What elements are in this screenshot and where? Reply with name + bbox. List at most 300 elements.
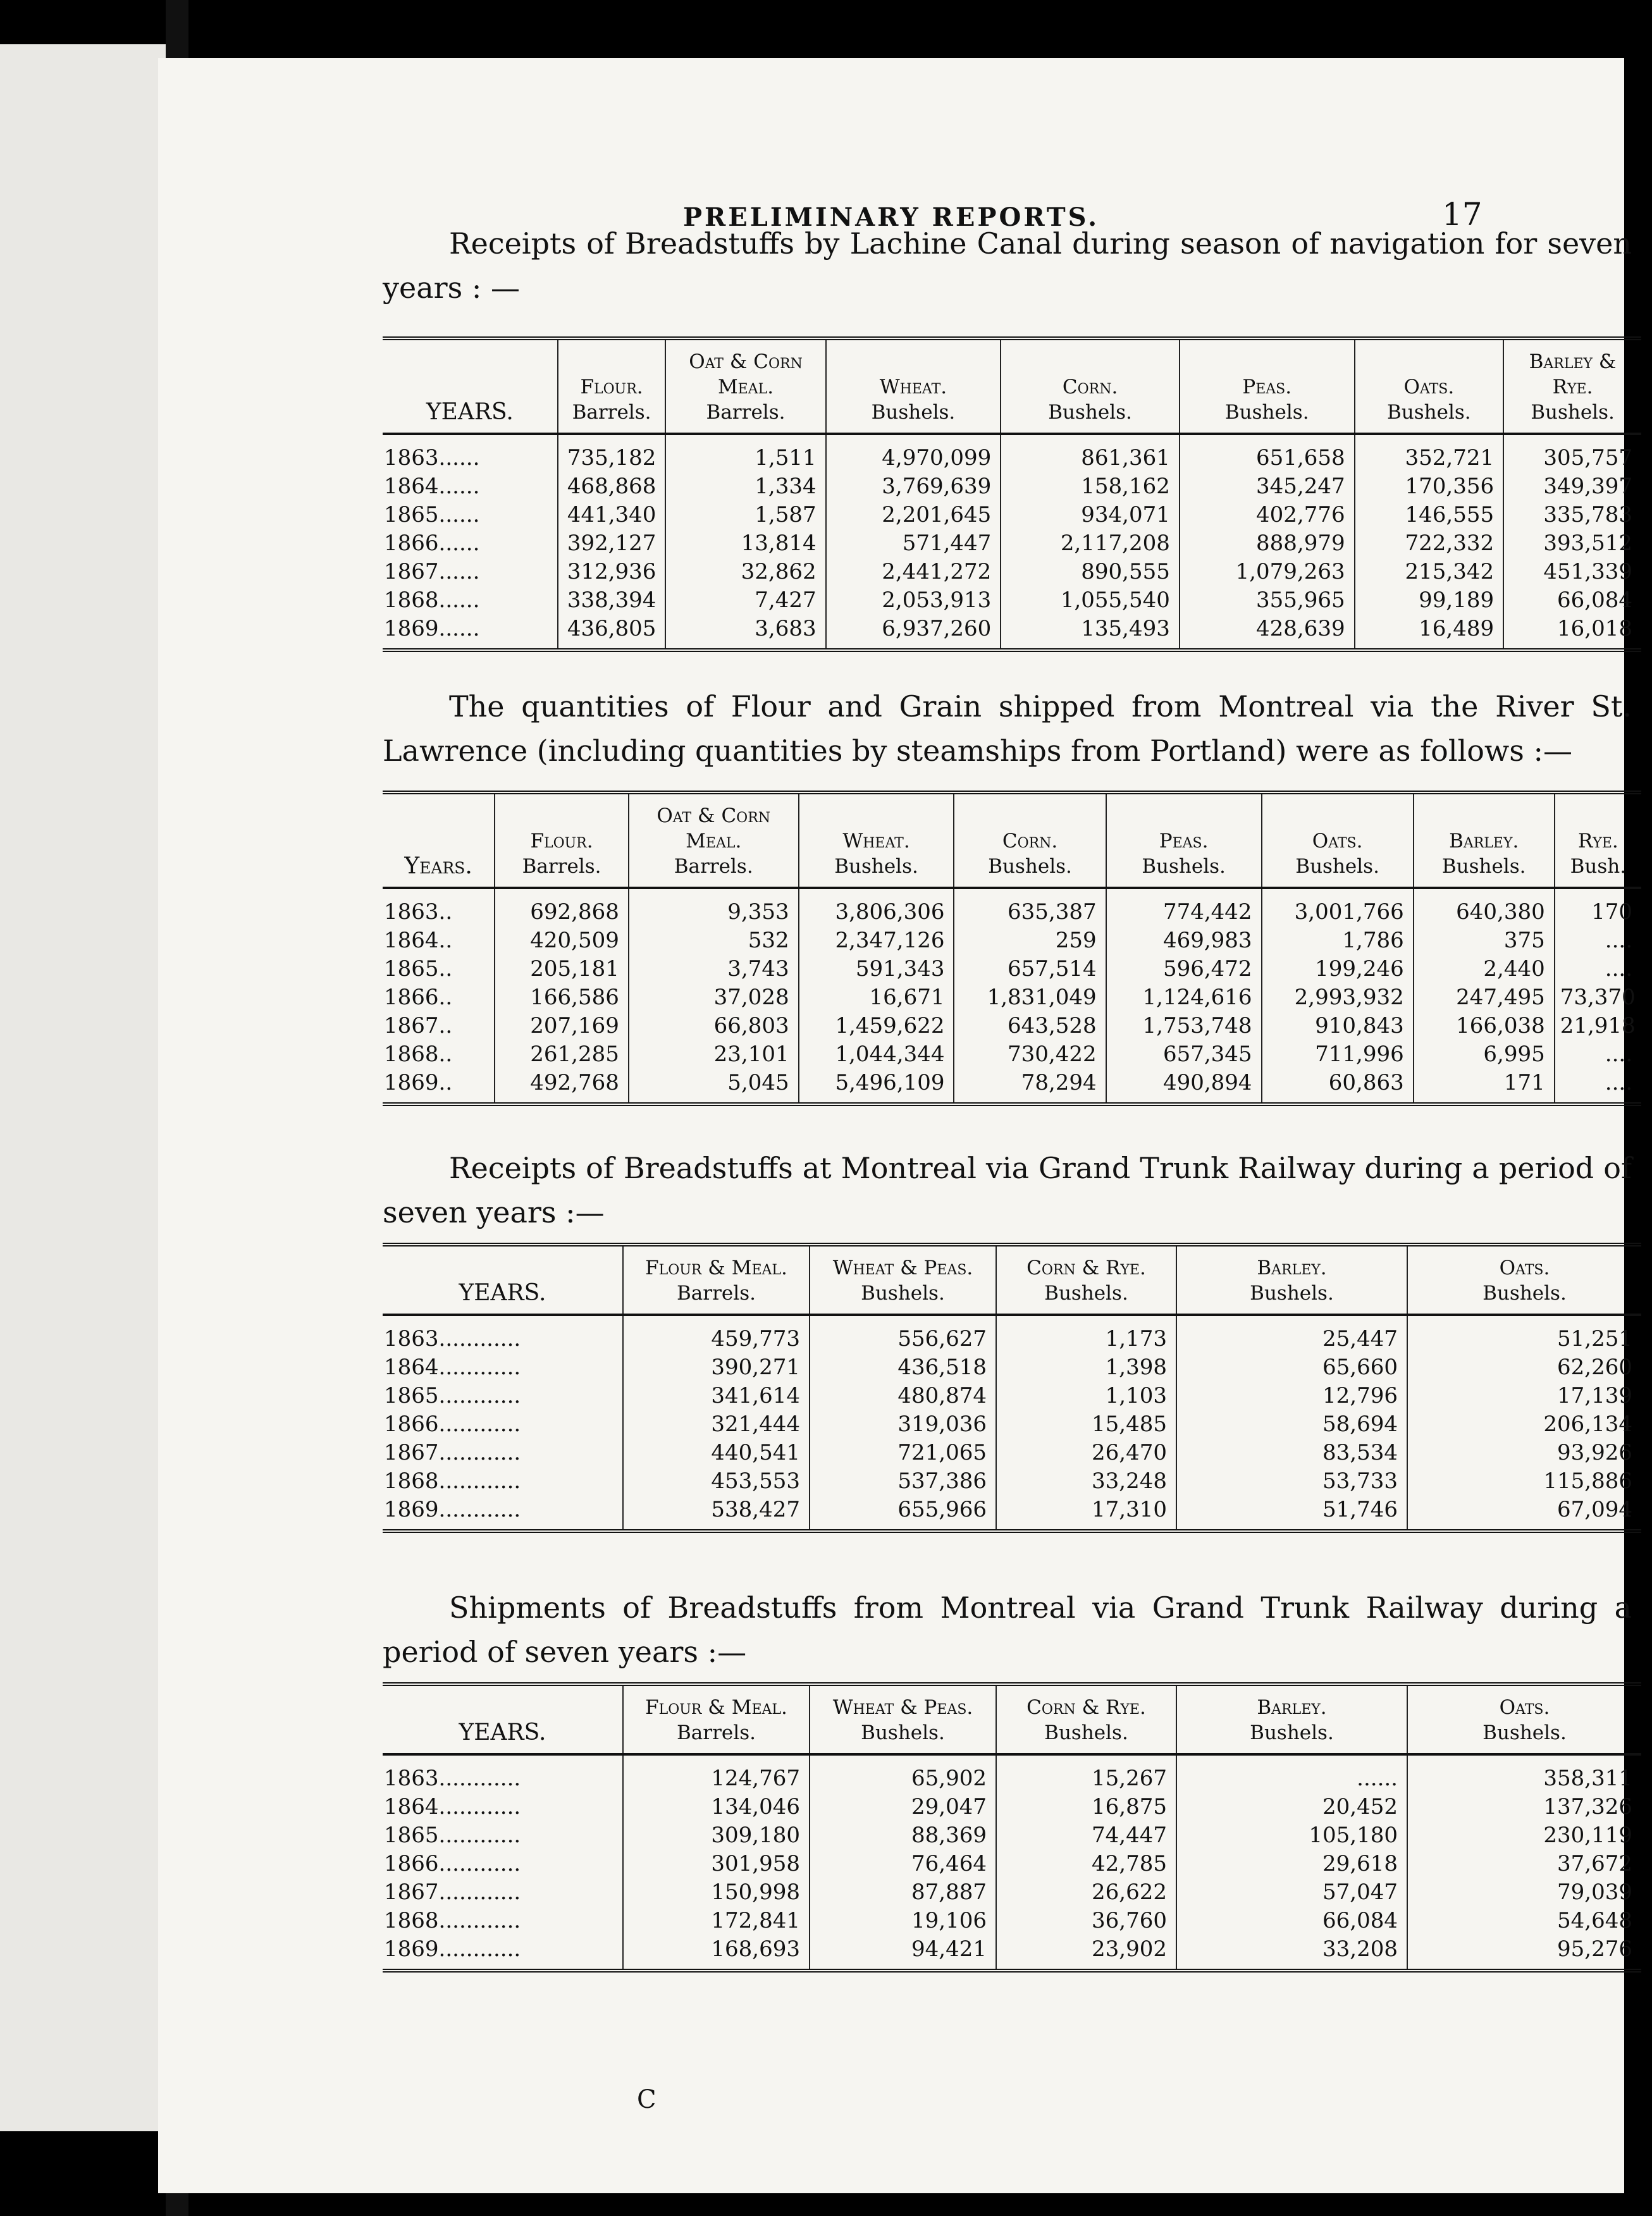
column-unit: Bushels.: [1482, 1721, 1567, 1744]
column-unit: Bushels.: [1441, 855, 1526, 878]
value-cell: 338,394: [558, 586, 666, 615]
column-header: [665, 338, 825, 434]
table-row: [383, 983, 1641, 1012]
column-header: [996, 1684, 1176, 1754]
column-header: [383, 1684, 623, 1754]
facing-page-edge: [0, 44, 173, 2131]
table-row: [383, 1410, 1641, 1439]
value-cell: 730,422: [954, 1040, 1106, 1069]
column-unit: Bushels.: [1250, 1282, 1334, 1305]
value-cell: 170: [1555, 888, 1641, 926]
value-cell: 247,495: [1414, 983, 1555, 1012]
value-cell: 305,757: [1503, 434, 1641, 472]
year-cell: 1868......: [384, 588, 480, 613]
value-cell: 78,294: [954, 1069, 1106, 1104]
value-cell: 319,036: [810, 1410, 996, 1439]
river-st-lawrence-shipments-table: [383, 791, 1641, 1106]
column-header: [810, 1684, 996, 1754]
value-cell: 420,509: [495, 926, 629, 955]
table-row: [383, 1878, 1641, 1907]
year-cell: 1866............: [384, 1412, 521, 1437]
value-cell: 51,746: [1176, 1496, 1407, 1531]
value-cell: 532: [629, 926, 799, 955]
value-cell: 58,694: [1176, 1410, 1407, 1439]
value-cell: 735,182: [558, 434, 666, 472]
column-unit: Bushels.: [1250, 1721, 1334, 1744]
year-cell: 1863............: [384, 1766, 521, 1791]
column-name: Flour.: [580, 376, 643, 398]
value-cell: 5,045: [629, 1069, 799, 1104]
value-cell: 53,733: [1176, 1467, 1407, 1496]
table-row: [383, 1382, 1641, 1410]
value-cell: 32,862: [665, 558, 825, 586]
column-header: [1176, 1245, 1407, 1315]
value-cell: 711,996: [1262, 1040, 1414, 1069]
value-cell: 655,966: [810, 1496, 996, 1531]
value-cell: 20,452: [1176, 1793, 1407, 1821]
value-cell: 171: [1414, 1069, 1555, 1104]
value-cell: 6,937,260: [826, 615, 1001, 650]
value-cell: 16,489: [1355, 615, 1504, 650]
year-cell: 1864..: [384, 928, 453, 953]
value-cell: 146,555: [1355, 501, 1504, 529]
column-unit: Barrels.: [572, 401, 651, 424]
value-cell: 721,065: [810, 1439, 996, 1467]
column-unit: Bushels.: [861, 1282, 945, 1305]
value-cell: 170,356: [1355, 472, 1504, 501]
value-cell: 358,311: [1407, 1754, 1641, 1793]
value-cell: 309,180: [623, 1821, 810, 1850]
column-unit: Barrels.: [677, 1282, 756, 1305]
year-cell: 1863......: [384, 445, 480, 471]
value-cell: 73,370: [1555, 983, 1641, 1012]
table-row: [383, 1040, 1641, 1069]
value-cell: 16,018: [1503, 615, 1641, 650]
value-cell: 657,345: [1106, 1040, 1262, 1069]
value-cell: 17,310: [996, 1496, 1176, 1531]
value-cell: 390,271: [623, 1353, 810, 1382]
value-cell: 2,201,645: [826, 501, 1001, 529]
value-cell: 934,071: [1001, 501, 1180, 529]
column-header: [1407, 1684, 1641, 1754]
table-row: [383, 501, 1641, 529]
value-cell: 459,773: [623, 1315, 810, 1353]
value-cell: 261,285: [495, 1040, 629, 1069]
value-cell: 15,485: [996, 1410, 1176, 1439]
column-name: Corn & Rye.: [1026, 1257, 1146, 1279]
value-cell: 26,622: [996, 1878, 1176, 1907]
value-cell: 537,386: [810, 1467, 996, 1496]
column-unit: Bushels.: [1224, 401, 1309, 424]
column-name: YEARS.: [459, 1720, 546, 1745]
column-unit: Bushels.: [871, 401, 956, 424]
value-cell: 890,555: [1001, 558, 1180, 586]
column-name: Flour & Meal.: [645, 1257, 787, 1279]
value-cell: 3,683: [665, 615, 825, 650]
header-row: [383, 792, 1641, 888]
value-cell: ....: [1555, 1069, 1641, 1104]
column-unit: Barrels.: [706, 401, 786, 424]
value-cell: ....: [1555, 1040, 1641, 1069]
column-unit: Bushels.: [1044, 1282, 1128, 1305]
value-cell: 124,767: [623, 1754, 810, 1793]
value-cell: 1,079,263: [1180, 558, 1355, 586]
value-cell: 640,380: [1414, 888, 1555, 926]
year-cell: 1867............: [384, 1440, 521, 1465]
year-cell: 1867..: [384, 1013, 453, 1038]
table-row: [383, 888, 1641, 926]
value-cell: 33,208: [1176, 1935, 1407, 1971]
table-row: [383, 1821, 1641, 1850]
header-row: [383, 1684, 1641, 1754]
year-cell: 1865............: [384, 1823, 521, 1848]
value-cell: 2,053,913: [826, 586, 1001, 615]
year-cell: 1866............: [384, 1851, 521, 1876]
value-cell: 23,101: [629, 1040, 799, 1069]
value-cell: 7,427: [665, 586, 825, 615]
year-cell: 1864............: [384, 1794, 521, 1819]
value-cell: 166,586: [495, 983, 629, 1012]
value-cell: 402,776: [1180, 501, 1355, 529]
value-cell: 436,805: [558, 615, 666, 650]
value-cell: 134,046: [623, 1793, 810, 1821]
column-name: Oat & Corn Meal.: [689, 350, 803, 398]
header-row: [383, 1245, 1641, 1315]
value-cell: 3,001,766: [1262, 888, 1414, 926]
year-cell: 1869......: [384, 616, 480, 641]
value-cell: 54,648: [1407, 1907, 1641, 1935]
value-cell: 774,442: [1106, 888, 1262, 926]
value-cell: 150,998: [623, 1878, 810, 1907]
value-cell: 16,875: [996, 1793, 1176, 1821]
value-cell: 79,039: [1407, 1878, 1641, 1907]
value-cell: 37,028: [629, 983, 799, 1012]
value-cell: 492,768: [495, 1069, 629, 1104]
year-cell: 1869............: [384, 1936, 521, 1962]
year-cell: 1866......: [384, 531, 480, 556]
value-cell: 2,117,208: [1001, 529, 1180, 558]
value-cell: 451,339: [1503, 558, 1641, 586]
value-cell: 910,843: [1262, 1012, 1414, 1040]
value-cell: 172,841: [623, 1907, 810, 1935]
column-header: [826, 338, 1001, 434]
section-1-intro: Receipts of Breadstuffs by Lachine Canal during season of navigation for seven years : —: [383, 226, 1632, 305]
column-header: [1555, 792, 1641, 888]
value-cell: 1,103: [996, 1382, 1176, 1410]
column-name: YEARS.: [426, 399, 514, 425]
value-cell: 205,181: [495, 955, 629, 983]
value-cell: 4,970,099: [826, 434, 1001, 472]
column-header: [383, 338, 558, 434]
table-row: [383, 1850, 1641, 1878]
value-cell: 722,332: [1355, 529, 1504, 558]
column-header: [623, 1245, 810, 1315]
value-cell: 1,753,748: [1106, 1012, 1262, 1040]
table-row: [383, 1907, 1641, 1935]
value-cell: 888,979: [1180, 529, 1355, 558]
column-name: Flour & Meal.: [645, 1696, 787, 1719]
value-cell: 392,127: [558, 529, 666, 558]
value-cell: 74,447: [996, 1821, 1176, 1850]
year-cell: 1868..: [384, 1042, 453, 1067]
column-header: [1180, 338, 1355, 434]
value-cell: 1,398: [996, 1353, 1176, 1382]
value-cell: 15,267: [996, 1754, 1176, 1793]
value-cell: 66,084: [1176, 1907, 1407, 1935]
grand-trunk-shipments-table: [383, 1682, 1641, 1973]
column-name: Flour.: [530, 830, 593, 853]
year-cell: 1863..: [384, 899, 453, 925]
value-cell: 657,514: [954, 955, 1106, 983]
value-cell: 5,496,109: [799, 1069, 954, 1104]
table-row: [383, 1793, 1641, 1821]
column-name: Barley & Rye.: [1529, 350, 1617, 398]
year-cell: 1868............: [384, 1908, 521, 1933]
column-name: Barley.: [1257, 1257, 1327, 1279]
value-cell: 168,693: [623, 1935, 810, 1971]
value-cell: 393,512: [1503, 529, 1641, 558]
value-cell: 3,769,639: [826, 472, 1001, 501]
value-cell: 1,511: [665, 434, 825, 472]
year-cell: 1864............: [384, 1355, 521, 1380]
table-row: [383, 529, 1641, 558]
value-cell: 469,983: [1106, 926, 1262, 955]
table-row: [383, 434, 1641, 472]
table-row: [383, 1439, 1641, 1467]
table-row: [383, 586, 1641, 615]
value-cell: 341,614: [623, 1382, 810, 1410]
document-page: [158, 58, 1636, 2193]
value-cell: 137,326: [1407, 1793, 1641, 1821]
column-unit: Barrels.: [522, 855, 601, 878]
column-name: YEARS.: [459, 1280, 546, 1306]
value-cell: 115,886: [1407, 1467, 1641, 1496]
value-cell: 207,169: [495, 1012, 629, 1040]
section-2-intro: The quantities of Flour and Grain shipped from Montreal via the River St. Lawrence (including quantities by steamships from Portland) were as follows :—: [383, 689, 1632, 768]
value-cell: 861,361: [1001, 434, 1180, 472]
value-cell: 428,639: [1180, 615, 1355, 650]
column-header: [495, 792, 629, 888]
value-cell: 21,918: [1555, 1012, 1641, 1040]
column-header: [954, 792, 1106, 888]
value-cell: 23,902: [996, 1935, 1176, 1971]
table-row: [383, 926, 1641, 955]
value-cell: 215,342: [1355, 558, 1504, 586]
value-cell: 312,936: [558, 558, 666, 586]
value-cell: 440,541: [623, 1439, 810, 1467]
value-cell: 19,106: [810, 1907, 996, 1935]
value-cell: 42,785: [996, 1850, 1176, 1878]
value-cell: 490,894: [1106, 1069, 1262, 1104]
column-name: Oats.: [1499, 1696, 1550, 1719]
value-cell: 66,803: [629, 1012, 799, 1040]
column-name: Corn.: [1062, 376, 1118, 398]
value-cell: 60,863: [1262, 1069, 1414, 1104]
value-cell: ....: [1555, 926, 1641, 955]
year-cell: 1865............: [384, 1383, 521, 1408]
year-cell: 1866..: [384, 985, 453, 1010]
table-row: [383, 1012, 1641, 1040]
column-unit: Bushels.: [1295, 855, 1379, 878]
table-row: [383, 1069, 1641, 1104]
value-cell: 1,831,049: [954, 983, 1106, 1012]
column-header: [1355, 338, 1504, 434]
value-cell: ......: [1176, 1754, 1407, 1793]
table-row: [383, 472, 1641, 501]
column-header: [1407, 1245, 1641, 1315]
value-cell: 538,427: [623, 1496, 810, 1531]
column-header: [1001, 338, 1180, 434]
value-cell: 441,340: [558, 501, 666, 529]
value-cell: 355,965: [1180, 586, 1355, 615]
header-row: [383, 338, 1641, 434]
value-cell: 33,248: [996, 1467, 1176, 1496]
column-header: [1503, 338, 1641, 434]
value-cell: 352,721: [1355, 434, 1504, 472]
value-cell: 93,926: [1407, 1439, 1641, 1467]
column-unit: Bushels.: [834, 855, 918, 878]
page-number: 17: [1442, 196, 1482, 233]
column-name: Wheat & Peas.: [832, 1696, 973, 1719]
value-cell: 94,421: [810, 1935, 996, 1971]
value-cell: 13,814: [665, 529, 825, 558]
value-cell: 83,534: [1176, 1439, 1407, 1467]
value-cell: 375: [1414, 926, 1555, 955]
value-cell: 635,387: [954, 888, 1106, 926]
value-cell: 2,347,126: [799, 926, 954, 955]
value-cell: 1,587: [665, 501, 825, 529]
section-3-intro: Receipts of Breadstuffs at Montreal via Grand Trunk Railway during a period of seven years :—: [383, 1151, 1632, 1229]
value-cell: ....: [1555, 955, 1641, 983]
value-cell: 1,044,344: [799, 1040, 954, 1069]
year-cell: 1868............: [384, 1468, 521, 1494]
column-name: Corn.: [1002, 830, 1058, 853]
column-name: Corn & Rye.: [1026, 1696, 1146, 1719]
value-cell: 135,493: [1001, 615, 1180, 650]
column-name: Wheat.: [879, 376, 947, 398]
column-name: Oats.: [1312, 830, 1363, 853]
value-cell: 26,470: [996, 1439, 1176, 1467]
value-cell: 436,518: [810, 1353, 996, 1382]
value-cell: 25,447: [1176, 1315, 1407, 1353]
running-title: PRELIMINARY REPORTS.: [682, 202, 1100, 232]
value-cell: 692,868: [495, 888, 629, 926]
table-row: [383, 1467, 1641, 1496]
value-cell: 345,247: [1180, 472, 1355, 501]
value-cell: 651,658: [1180, 434, 1355, 472]
column-name: Oat & Corn Meal.: [656, 804, 771, 853]
value-cell: 2,993,932: [1262, 983, 1414, 1012]
column-name: Rye.: [1577, 830, 1618, 853]
year-cell: 1864......: [384, 474, 480, 499]
column-unit: Bushels.: [1531, 401, 1615, 424]
value-cell: 12,796: [1176, 1382, 1407, 1410]
value-cell: 37,672: [1407, 1850, 1641, 1878]
value-cell: 16,671: [799, 983, 954, 1012]
column-header: [1414, 792, 1555, 888]
value-cell: 17,139: [1407, 1382, 1641, 1410]
value-cell: 76,464: [810, 1850, 996, 1878]
value-cell: 166,038: [1414, 1012, 1555, 1040]
column-name: Peas.: [1159, 830, 1209, 853]
column-name: Peas.: [1242, 376, 1292, 398]
value-cell: 1,124,616: [1106, 983, 1262, 1012]
column-name: Oats.: [1499, 1257, 1550, 1279]
value-cell: 2,441,272: [826, 558, 1001, 586]
year-cell: 1867............: [384, 1880, 521, 1905]
value-cell: 199,246: [1262, 955, 1414, 983]
column-unit: Barrels.: [677, 1721, 756, 1744]
column-unit: Bushels.: [861, 1721, 945, 1744]
column-name: Barley.: [1449, 830, 1519, 853]
column-header: [1176, 1684, 1407, 1754]
column-unit: Bushels.: [1048, 401, 1132, 424]
value-cell: 6,995: [1414, 1040, 1555, 1069]
value-cell: 62,260: [1407, 1353, 1641, 1382]
year-cell: 1863............: [384, 1326, 521, 1351]
value-cell: 57,047: [1176, 1878, 1407, 1907]
column-unit: Bushels.: [1044, 1721, 1128, 1744]
table-row: [383, 558, 1641, 586]
value-cell: 591,343: [799, 955, 954, 983]
table-row: [383, 1496, 1641, 1531]
value-cell: 301,958: [623, 1850, 810, 1878]
value-cell: 65,902: [810, 1754, 996, 1793]
value-cell: 335,783: [1503, 501, 1641, 529]
value-cell: 571,447: [826, 529, 1001, 558]
value-cell: 87,887: [810, 1878, 996, 1907]
column-name: Oats.: [1403, 376, 1455, 398]
grand-trunk-receipts-table: [383, 1243, 1641, 1533]
value-cell: 349,397: [1503, 472, 1641, 501]
column-name: Wheat & Peas.: [832, 1257, 973, 1279]
value-cell: 95,276: [1407, 1935, 1641, 1971]
value-cell: 1,334: [665, 472, 825, 501]
column-header: [623, 1684, 810, 1754]
value-cell: 9,353: [629, 888, 799, 926]
value-cell: 1,786: [1262, 926, 1414, 955]
value-cell: 321,444: [623, 1410, 810, 1439]
column-name: Barley.: [1257, 1696, 1327, 1719]
value-cell: 1,055,540: [1001, 586, 1180, 615]
value-cell: 99,189: [1355, 586, 1504, 615]
value-cell: 36,760: [996, 1907, 1176, 1935]
column-name: Wheat.: [842, 830, 910, 853]
column-header: [810, 1245, 996, 1315]
table-row: [383, 1754, 1641, 1793]
column-header: [996, 1245, 1176, 1315]
value-cell: 66,084: [1503, 586, 1641, 615]
value-cell: 29,047: [810, 1793, 996, 1821]
table-row: [383, 1935, 1641, 1971]
value-cell: 259: [954, 926, 1106, 955]
value-cell: 51,251: [1407, 1315, 1641, 1353]
table-row: [383, 1353, 1641, 1382]
column-unit: Bushels.: [1387, 401, 1471, 424]
column-header: [1262, 792, 1414, 888]
column-name: Years.: [404, 853, 472, 879]
column-header: [629, 792, 799, 888]
table-row: [383, 1315, 1641, 1353]
column-header: [799, 792, 954, 888]
value-cell: 3,743: [629, 955, 799, 983]
value-cell: 1,459,622: [799, 1012, 954, 1040]
year-cell: 1867......: [384, 559, 480, 584]
table-row: [383, 955, 1641, 983]
table-row: [383, 615, 1641, 650]
column-unit: Barrels.: [674, 855, 753, 878]
column-header: [1106, 792, 1262, 888]
